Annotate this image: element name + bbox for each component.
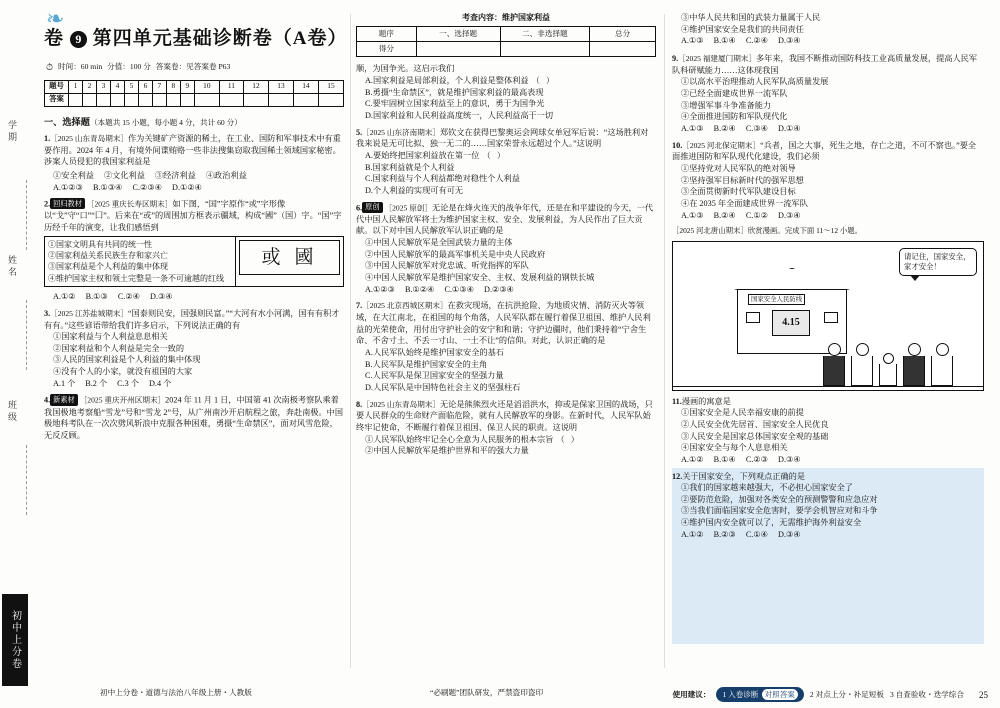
question-8-choice-b[interactable]: B.①④ <box>713 36 736 46</box>
meta-answer: 答案卷：见答案卷 P63 <box>155 61 231 71</box>
question-11 <box>672 396 984 466</box>
answer-cell[interactable] <box>82 93 96 106</box>
exam-info-h3: 总分 <box>590 27 656 42</box>
spine-dash-3 <box>26 445 27 515</box>
ag-n-2: 3 <box>96 80 110 93</box>
exam-info-score-cell[interactable] <box>590 42 656 57</box>
exam-info-h0: 题序 <box>357 27 417 42</box>
question-8-number: 8. <box>356 399 363 409</box>
question-8-choice-a[interactable]: A.①③ <box>681 36 704 46</box>
question-12 <box>672 471 984 541</box>
question-7-option-a[interactable]: A.人民军队始终是维护国家安全的基石 <box>365 348 504 358</box>
question-12-option-1: ①我们的国家越来越强大，不必担心国家安全了 <box>681 483 853 493</box>
question-9-option-2: ②已经全面建成世界一流军队 <box>681 88 788 98</box>
juan-number: 9 <box>70 31 87 48</box>
question-10 <box>672 140 984 222</box>
question-11-choices[interactable] <box>681 454 984 466</box>
question-10-choice-b[interactable]: B.②④ <box>713 210 736 220</box>
question-2 <box>44 198 344 303</box>
ag-n-12: 13 <box>268 80 293 93</box>
answer-cell[interactable] <box>244 93 269 106</box>
question-10-option-2: ②坚持强军目标新时代的强军思想 <box>681 175 804 185</box>
ag-n-3: 4 <box>110 80 124 93</box>
question-3-option-4: ④没有个人的小家，就没有祖国的大家 <box>53 367 193 377</box>
ag-n-13: 14 <box>293 80 318 93</box>
question-11-text: 漫画的寓意是 <box>681 396 731 406</box>
answer-grid-header-row <box>45 80 344 93</box>
head-shape <box>936 343 949 356</box>
ancient-character-figure <box>239 240 340 275</box>
question-2-figure-glyphs: 或 國 <box>261 245 318 268</box>
column-divider-1 <box>350 14 351 668</box>
question-2-figure-text-cell <box>45 236 236 286</box>
question-4-option-a-text: A.国家利益是局部利益，个人利益是整体利益 <box>365 76 529 85</box>
body-shape <box>823 356 845 386</box>
ag-n-5: 6 <box>138 80 152 93</box>
footer-usage-suggestion <box>672 687 964 702</box>
question-12-option-4: ④维护国内安全就可以了，无需维护海外利益安全 <box>681 518 862 528</box>
exam-topic-line: 考查内容：维护国家利益 <box>462 13 550 22</box>
question-6-choice-a[interactable]: A.①②③ <box>365 284 395 294</box>
answer-cell[interactable] <box>180 93 194 106</box>
footer-suggest-label: 使用建议： <box>672 690 711 699</box>
question-10-choice-c[interactable]: C.①② <box>745 210 769 220</box>
question-4-continued-text: 顺，为国争光。这启示我们 <box>356 64 455 74</box>
page-spine <box>0 0 38 708</box>
question-6 <box>356 202 656 296</box>
ag-n-0: 1 <box>69 80 83 93</box>
window-icon <box>746 312 760 323</box>
question-2-text: 如下图，“国”字原作“或”字形像以“戈”守“口”“囗”。后来在“或”的周围加方框表示疆域，构成“國”（国）字。“国”字历经千年的演变，让我们感悟到 <box>44 199 342 233</box>
question-12-text: 关于国家安全，下列观点正确的是 <box>682 471 806 481</box>
question-2-tag: 回归教材 <box>50 198 85 209</box>
question-3-source: ［2025 江苏盐城期末］ <box>50 308 128 318</box>
head-shape <box>828 343 841 356</box>
answer-grid-row-label-0: 题号 <box>45 80 69 93</box>
answer-cell[interactable] <box>219 93 243 106</box>
exam-info-score-label: 得分 <box>357 42 417 57</box>
ag-n-8: 9 <box>180 80 194 93</box>
question-3-choices[interactable] <box>53 378 344 390</box>
column-1 <box>44 12 348 447</box>
question-8-option-1 <box>365 434 656 446</box>
question-12-option-2: ②要防范危险，加强对各类安全的预测警警和应急应对 <box>681 494 878 504</box>
question-9-source: ［2025 福建厦门期末］ <box>678 53 756 63</box>
question-7-option-d[interactable]: D.人民军队是中国特色社会主义的坚强柱石 <box>365 382 521 392</box>
question-3-text: “国泰则民安，国强则民富。”“大河有水小河满，国有有积才有有。”这些谚语带给我们许多启示，下列说法正确的有 <box>44 308 340 330</box>
question-11-option-2: ②人民安全优先居首、国家安全人民优良 <box>681 419 829 429</box>
comic-intro: ［2025 河北唐山期末］欣赏漫画。完成下面 11～12 小题。 <box>672 226 863 236</box>
question-2-choice-b[interactable]: B.①③ <box>85 292 108 302</box>
exam-info-score-row[interactable] <box>357 42 656 57</box>
spine-label-name: 姓名 <box>7 255 17 279</box>
question-3-option-2: ②国家利益和个人利益是完全一致的 <box>53 343 185 353</box>
question-1-choice-c[interactable]: C.②③④ <box>132 182 163 192</box>
answer-cell[interactable] <box>138 93 152 106</box>
question-1-choice-b[interactable]: B.①③④ <box>92 182 123 192</box>
question-9-text: 多年来，我国不断推动国防科技工业高质量发展，提高人民军队科研赋能力……这体现我国 <box>672 53 978 75</box>
question-6-option-4: ④中国人民解放军是维护国家安全、主权、发展利益的钢铁长城 <box>365 273 595 283</box>
section-title: 一、选择题 <box>44 116 90 127</box>
answer-grid <box>44 80 344 107</box>
question-2-choices[interactable] <box>53 291 344 303</box>
question-4-source: ［2025 重庆开州区期末］ <box>79 395 166 405</box>
question-10-choice-d[interactable]: D.③④ <box>778 210 801 220</box>
ag-n-7: 8 <box>166 80 180 93</box>
spine-dash-2 <box>26 300 27 370</box>
meta-score: 分值：100 分 <box>107 61 151 71</box>
question-1-choice-a[interactable]: A.①②③ <box>53 182 83 192</box>
body-shape <box>903 356 925 386</box>
question-8-option-2: ②中国人民解放军是维护世界和平的强大力量 <box>365 446 529 456</box>
question-2-figure-table <box>44 236 344 287</box>
person-figure <box>823 343 845 386</box>
question-1-source: ［2025 山东青岛期末］ <box>50 133 128 143</box>
question-9-stem <box>672 53 984 76</box>
question-2-choice-c[interactable]: C.②④ <box>117 292 141 302</box>
question-2-source: ［2025 重庆长寿区期末］ <box>86 199 173 209</box>
decorative-swirl-icon: ❧ <box>46 6 65 31</box>
question-12-option-3: ③当我们面临国家安全危害时，要学会机智应对和斗争 <box>681 506 878 516</box>
exam-info-h1: 一、选择题 <box>416 27 500 42</box>
question-4-option-d[interactable]: D.国家利益和人民利益高度统一，人民利益高于一切 <box>365 110 554 120</box>
juan-label: 卷 <box>44 28 65 49</box>
question-4-tag: 新素材 <box>50 394 78 405</box>
head-shape <box>908 343 921 356</box>
house-sign: 国家安全人民防线 <box>748 294 805 305</box>
exam-info-table <box>356 26 656 57</box>
question-6-choice-b[interactable]: B.①②④ <box>404 284 435 294</box>
question-6-option-2: ②中国人民解放军的最高军事机关是中央人民政府 <box>365 249 546 259</box>
comic-block <box>672 226 984 391</box>
ground-line <box>673 386 983 387</box>
roof-shape <box>723 268 861 290</box>
question-6-choice-d[interactable]: D.②③④ <box>484 284 515 294</box>
question-2-stem <box>44 198 344 234</box>
question-4-option-a[interactable] <box>365 75 656 87</box>
question-10-option-4: ④在 2035 年全面建成世界一流军队 <box>681 198 808 208</box>
comic-illustration <box>672 241 984 391</box>
spine-label-class: 班级 <box>7 400 17 424</box>
question-2-choice-a[interactable]: A.①② <box>53 292 76 302</box>
question-8-choice-d[interactable]: D.③④ <box>778 36 801 46</box>
question-11-choice-d[interactable]: D.③④ <box>778 454 801 464</box>
question-6-text: 无论是在烽火连天的战争年代，还是在和平建设的今天，一代代中国人民解放军将士为维护国家主权、安全、发展利益，为人民作出了巨大贡献。以下对中国人民解放军认识正确的是 <box>356 203 654 236</box>
question-12-number: 12. <box>672 471 683 481</box>
title-text: 第四单元基础诊断卷（A卷） <box>92 28 348 49</box>
exam-info-h2: 二、非选择题 <box>500 27 590 42</box>
answer-cell[interactable] <box>110 93 124 106</box>
question-2-option-3: ③国家利益是个人利益的集中体现 <box>48 262 168 272</box>
question-1-number: 1. <box>44 133 51 143</box>
clock-icon: ⏱ <box>46 61 54 72</box>
question-12-choice-a[interactable]: A.①② <box>681 529 704 539</box>
question-5-text: 郑钦文在获得巴黎奥运会网球女单冠军后说：“这场胜利对我来说是无可比拟、独一无二的……国家荣誉永远超过个人。”这说明 <box>356 127 649 149</box>
question-11-number: 11. <box>672 396 682 406</box>
question-10-option-1: ①坚持党对人民军队的绝对领导 <box>681 163 796 173</box>
question-10-choices[interactable] <box>681 210 984 222</box>
body-shape <box>851 356 873 386</box>
question-1-choices[interactable] <box>53 182 344 194</box>
question-6-number: 6. <box>356 203 363 213</box>
head-shape <box>883 353 894 364</box>
answer-grid-row-label-1: 答案 <box>45 93 69 106</box>
question-3-choice-b[interactable]: B.2 个 <box>85 378 108 388</box>
answer-cell[interactable] <box>194 93 219 106</box>
question-3-option-1: ①国家利益与个人利益息息相关 <box>53 332 168 342</box>
question-3-choice-c[interactable]: C.3 个 <box>117 378 139 388</box>
question-3-option-3: ③人民的国家利益是个人利益的集中体现 <box>53 355 201 365</box>
body-shape <box>879 364 897 386</box>
question-2-option-2: ②国家利益关系民族生存和家兴亡 <box>48 251 168 261</box>
person-figure <box>851 343 873 386</box>
footer-pill-2: 2 对点上分・补足短板 <box>809 690 884 699</box>
question-9-option-3: ③增强军事斗争准备能力 <box>681 100 772 110</box>
question-8-paren: （ ） <box>553 434 578 444</box>
question-8-source: ［2025 山东青岛期末］ <box>362 399 440 409</box>
question-11-option-3: ③人民安全是国家总体国家安全观的基础 <box>681 431 829 441</box>
question-7-number: 7. <box>356 301 363 311</box>
question-1-option-1: ①安全利益 <box>53 170 94 180</box>
question-11-choice-a[interactable]: A.①② <box>681 454 704 464</box>
question-6-choices[interactable] <box>365 284 656 296</box>
body-shape <box>931 356 953 386</box>
answer-cell[interactable] <box>166 93 180 106</box>
question-9-choice-a[interactable]: A.①③ <box>681 123 704 133</box>
question-7-stem <box>356 300 656 347</box>
question-5-option-a[interactable] <box>365 150 656 162</box>
question-9-option-4: ④全面推进国防和军队现代化 <box>681 112 788 122</box>
question-5-stem <box>356 127 656 150</box>
question-1-option-3: ③经济利益 <box>154 170 196 180</box>
question-6-option-3: ③中国人民解放军对党忠诚、听党指挥的军队 <box>365 261 529 271</box>
exam-info-score-cell[interactable] <box>416 42 500 57</box>
question-8 <box>356 399 656 457</box>
question-11-option-4: ④国家安全与每个人息息相关 <box>681 443 788 453</box>
question-2-number: 2. <box>44 199 51 209</box>
question-1-options <box>53 170 344 182</box>
question-1 <box>44 133 344 193</box>
question-5-paren: （ ） <box>479 150 505 160</box>
ag-n-6: 7 <box>152 80 166 93</box>
question-9-choice-b[interactable]: B.②④ <box>713 123 736 133</box>
ag-n-11: 12 <box>244 80 269 93</box>
question-12-choice-d[interactable]: D.③④ <box>778 529 801 539</box>
page-title <box>44 26 348 53</box>
answer-cell[interactable] <box>69 93 83 106</box>
footer-pill-1 <box>716 687 803 702</box>
meta-time: 时间：60 min <box>58 61 103 71</box>
question-7-option-b[interactable]: B.人民军队是维护国家安全的主角 <box>365 359 488 369</box>
question-11-choice-c[interactable]: C.②③ <box>745 454 769 464</box>
answer-cell[interactable] <box>293 93 318 106</box>
column-3 <box>672 12 984 545</box>
page-footer <box>0 674 1000 708</box>
page-number: 25 <box>979 690 988 700</box>
question-4-stem <box>44 394 344 441</box>
question-4-text: 2024 年 11 月 1 日，中国第 41 次南极考察队乘着我国极地考察船“雪龙”号和“雪龙 2”号，从广州南沙开启航程之旅，奔赴南极。中国极地科考队在一次次劈风斩浪中克服各种困难，勇摄“生命禁区”，面对风雪危险，无反反顾。 <box>44 395 344 440</box>
footer-pill-1-text: 1 入卷诊断 <box>722 690 759 699</box>
question-4 <box>44 394 344 441</box>
question-11-choice-b[interactable]: B.①④ <box>713 454 736 464</box>
question-6-option-1: ①中国人民解放军是全国武装力量的主体 <box>365 238 513 248</box>
answer-cell[interactable] <box>268 93 293 106</box>
question-5-option-d[interactable]: D.个人利益的实现可有可无 <box>365 185 464 195</box>
question-5-option-c[interactable]: C.国家利益与个人利益都绝对稳性个人利益 <box>365 174 520 184</box>
question-8-stem <box>356 399 656 434</box>
section-heading <box>44 116 344 129</box>
question-7-text: 在救灾现场，在抗洪抢险、为地质灾情、消防灭火等领域，在大江南北，在祖国的每个角落，人民军队都在履行着保卫祖国、维护人民利益的光荣使命，用付出守护社会的安宁和和谐；守护边疆时，他们秉持着“宁舍生命、不舍寸土、不丢一寸山、一土不让”的信仰。对此，认识正确的是 <box>356 301 651 346</box>
question-9-option-1: ①以高水平治理推动人民军队高质量发展 <box>681 77 829 87</box>
question-7-option-c[interactable]: C.人民军队是保卫国家安全的坚强力量 <box>365 371 504 381</box>
footer-copyright: “必刷题”团队研发，严禁盗印盗印 <box>430 688 544 697</box>
question-11-option-1: ①国家安全是人民幸福安康的前提 <box>681 408 804 418</box>
spine-dash-1 <box>26 180 27 250</box>
question-10-choice-a[interactable]: A.①③ <box>681 210 704 220</box>
ag-n-10: 11 <box>219 80 243 93</box>
answer-cell[interactable] <box>124 93 138 106</box>
question-3-stem <box>44 308 344 331</box>
person-figure-child <box>879 353 897 386</box>
question-3-number: 3. <box>44 308 51 318</box>
question-8-choice-c[interactable]: C.②④ <box>745 36 769 46</box>
question-10-text: “兵者，国之大事，死生之地，存亡之道，不可不察也。”要全面推进国防和军队现代化建设，我们必须 <box>672 140 977 162</box>
question-10-option-3: ③全面贯彻新时代军队建设目标 <box>681 187 796 197</box>
question-9 <box>672 53 984 135</box>
question-5-number: 5. <box>356 127 363 137</box>
question-12-choice-b[interactable]: B.②③ <box>713 529 736 539</box>
question-6-choice-c[interactable]: C.①③④ <box>444 284 475 294</box>
question-6-tag: 原创 <box>362 202 382 213</box>
question-12-choice-c[interactable]: C.①④ <box>745 529 769 539</box>
person-figure <box>903 343 925 386</box>
question-4-option-b[interactable]: B.勇摄“生命禁区”，就是维护国家利益的最高表现 <box>365 87 544 97</box>
question-5 <box>356 127 656 197</box>
speech-bubble: 请记住，国家安全，家才安全！ <box>899 248 977 276</box>
section-note: （本题共 15 小题，每小题 4 分，共计 60 分） <box>89 117 242 127</box>
question-4-number: 4. <box>44 395 51 405</box>
question-8-option-1-text: ①人民军队始终牢记全心全意为人民服务的根本宗旨 <box>365 434 554 444</box>
question-6-stem <box>356 202 656 238</box>
question-9-choices[interactable] <box>681 123 984 135</box>
question-2-choice-d[interactable]: D.③④ <box>150 292 173 302</box>
question-12-choices[interactable] <box>681 529 984 541</box>
question-4-paren: （ ） <box>528 76 554 85</box>
spine-label-term: 学期 <box>7 120 17 144</box>
footer-pill-1-badge: 对照答案 <box>762 689 798 700</box>
question-9-number: 9. <box>672 53 679 63</box>
question-7 <box>356 300 656 393</box>
question-1-stem <box>44 133 344 168</box>
ag-n-14: 15 <box>318 80 343 93</box>
ag-n-1: 2 <box>82 80 96 93</box>
column-2 <box>356 12 656 462</box>
exam-info-score-cell[interactable] <box>500 42 590 57</box>
question-4-continuation <box>356 63 656 121</box>
head-shape <box>856 343 869 356</box>
answer-cell[interactable] <box>152 93 166 106</box>
column-divider-2 <box>664 14 665 668</box>
question-3 <box>44 308 344 390</box>
footer-pill-3: 3 自查验收・迭学综合 <box>889 690 964 699</box>
answer-cell[interactable] <box>318 93 343 106</box>
question-3-choice-d[interactable]: D.4 个 <box>148 378 172 388</box>
question-7-source: ［2025 北京西城区期末］ <box>362 301 448 311</box>
question-1-option-2: ②文化利益 <box>103 170 145 180</box>
exam-info-header-row <box>357 27 656 42</box>
answer-grid-answer-row[interactable] <box>45 93 344 106</box>
clock-face: 4.15 <box>772 310 810 336</box>
question-10-stem <box>672 140 984 163</box>
question-2-figure-image-cell <box>236 236 344 286</box>
question-8-choices[interactable] <box>681 35 984 47</box>
question-2-option-4: ④维护国家主权和领土完整是一条不可逾越的红线 <box>48 273 224 283</box>
spine-series-badge: 初中上分卷 <box>2 594 28 686</box>
question-5-option-a-text: A.要始终把国家利益放在第一位 <box>365 150 480 160</box>
people-group <box>823 298 973 386</box>
question-12-stem <box>672 471 984 483</box>
question-10-number: 10. <box>672 140 683 150</box>
question-4-option-c[interactable]: C.要牢固树立国家利益至上的意识，勇于为国争光 <box>365 99 545 109</box>
question-9-choice-d[interactable]: D.①④ <box>778 123 801 133</box>
question-8-option-4: ④维护国家安全是我们的共同责任 <box>681 24 804 34</box>
footer-book-info: 初中上分卷・道德与法治八年级上册・人教版 <box>100 688 252 697</box>
answer-cell[interactable] <box>96 93 110 106</box>
question-1-choice-d[interactable]: D.①②④ <box>172 182 203 192</box>
question-8-text: 无论是熊熊烈火还是滔滔洪水，抑或是保家卫国的战场，只要人民群众的生命财产面临危险，就有人民解放军的身影。在新时代，人民军队始终牢记使命，不断履行着保卫祖国、保卫人民的职责。这说明 <box>356 399 653 432</box>
question-9-choice-c[interactable]: C.③④ <box>745 123 769 133</box>
question-1-option-4: ④政治利益 <box>205 170 247 180</box>
question-8-option-3: ③中华人民共和国的武装力量属于人民 <box>681 13 821 22</box>
question-1-text: 作为关键矿产资源的稀土，在工业、国防和军事技术中有重要作用。2024 年 4 月，有境外间谍贿赂一些非法搜集窃取我国稀土领域国家秘密。涉案人员侵犯的我国家利益是 <box>44 133 341 167</box>
question-5-source: ［2025 山东济南期末］ <box>362 127 440 137</box>
ag-n-4: 5 <box>124 80 138 93</box>
question-2-option-1: ①国家文明具有共同的统一性 <box>48 239 152 249</box>
question-11-stem <box>672 396 984 408</box>
ag-n-9: 10 <box>194 80 219 93</box>
question-6-source: ［2025 原创］ <box>384 203 432 213</box>
question-10-source: ［2025 河北保定期末］ <box>682 140 761 150</box>
person-figure <box>931 343 953 386</box>
question-5-option-b[interactable]: B.国家利益就是个人利益 <box>365 162 455 172</box>
question-3-choice-a[interactable]: A.1 个 <box>53 378 76 388</box>
exam-meta <box>46 61 344 74</box>
